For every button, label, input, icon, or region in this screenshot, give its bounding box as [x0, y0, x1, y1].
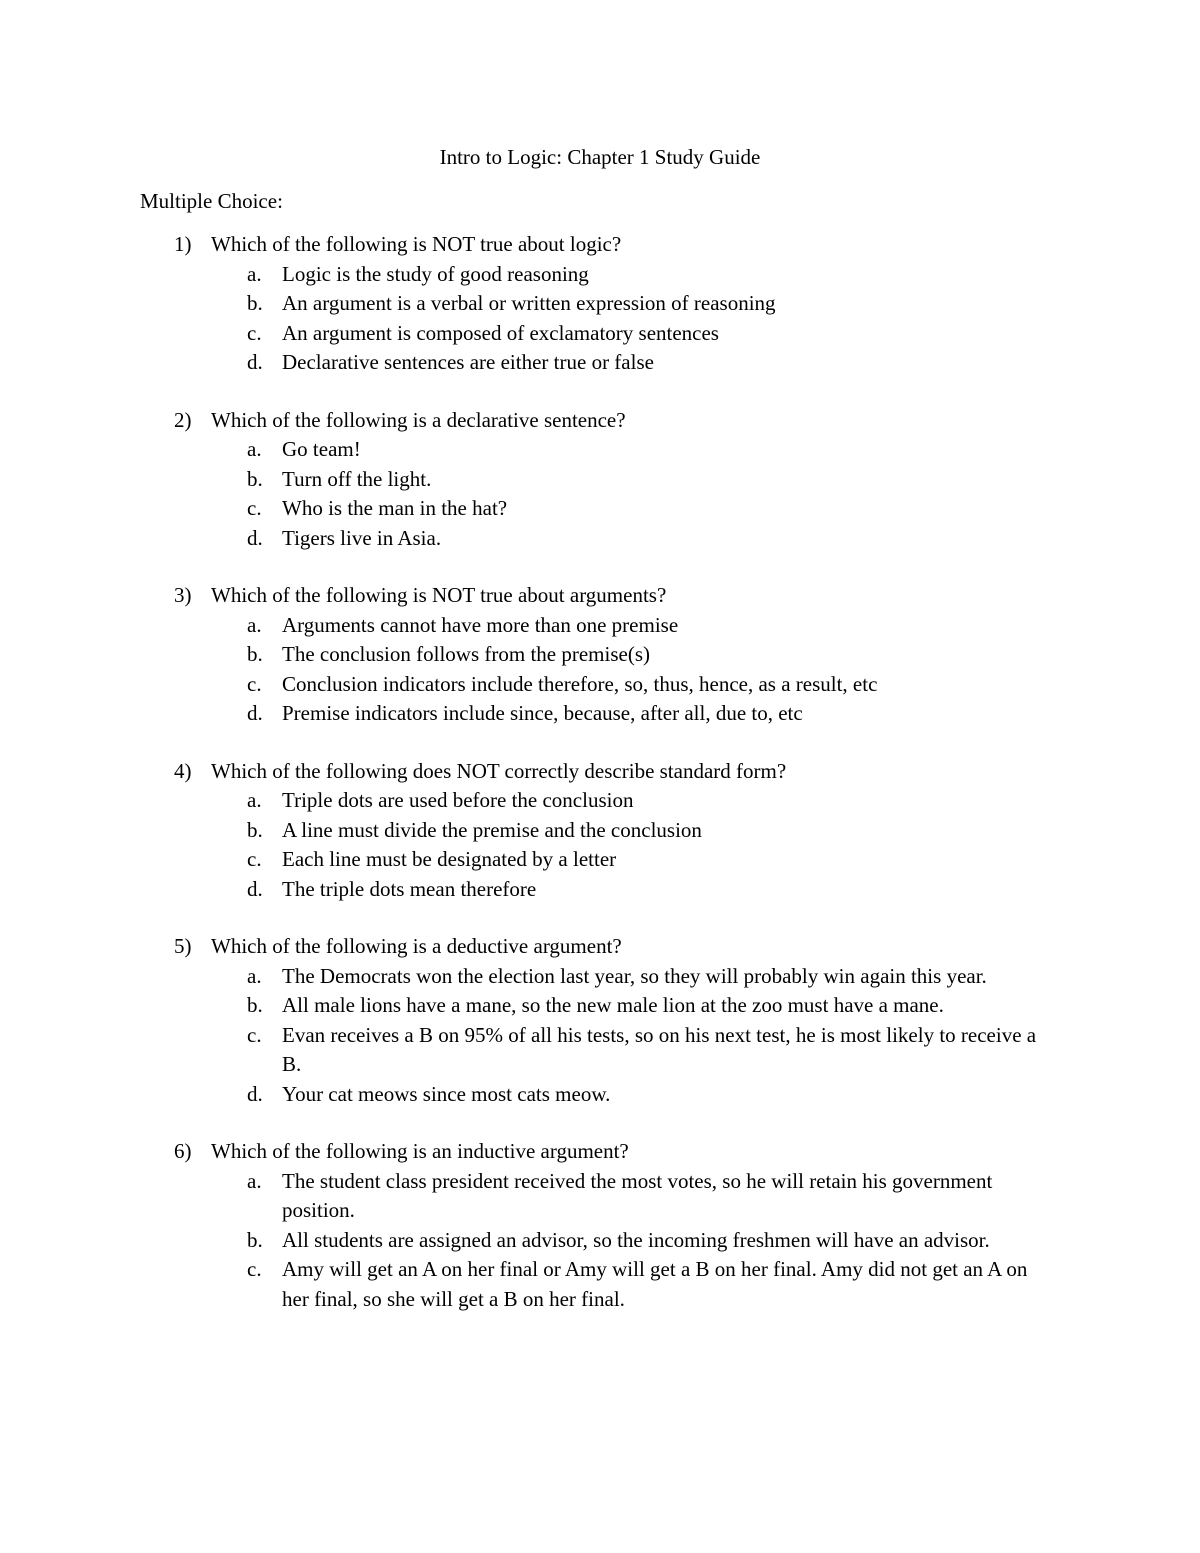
question-6: [0, 1137, 1200, 1314]
option-text: All male lions have a mane, so the new male lion at the zoo must have a mane.: [282, 993, 944, 1017]
option-text: Arguments cannot have more than one premise: [282, 612, 679, 637]
question-number: 4): [174, 758, 192, 783]
option-text: Turn off the light.: [282, 466, 432, 491]
answer-option: [0, 1021, 1200, 1080]
option-text: Each line must be designated by a letter: [282, 847, 617, 871]
option-text: The conclusion follows from the premise(s): [282, 642, 650, 666]
option-letter: b.: [247, 291, 263, 315]
question-5: [0, 932, 1200, 1109]
question-text: Which of the following is an inductive argument?: [211, 1139, 629, 1163]
question-stem: [0, 932, 1200, 962]
answer-option: [0, 465, 1200, 495]
section-heading: Multiple Choice:: [140, 189, 283, 213]
answer-option: [0, 319, 1200, 349]
answer-option: [0, 289, 1200, 319]
answer-option: [0, 816, 1200, 846]
question-number: 1): [174, 232, 192, 256]
option-text: Conclusion indicators include therefore, so, thus, hence, as a result, etc: [282, 671, 878, 696]
answer-option: [0, 699, 1200, 729]
option-letter: a.: [247, 261, 262, 286]
option-text: The student class president received the most votes, so he will retain his government position.: [282, 1168, 993, 1222]
option-letter: a.: [247, 612, 262, 637]
answer-option: [0, 1167, 1200, 1226]
question-stem: [0, 581, 1200, 611]
question-stem: [0, 757, 1200, 787]
option-text: Tigers live in Asia.: [282, 525, 442, 550]
answer-option: [0, 845, 1200, 875]
option-letter: b.: [247, 1227, 263, 1252]
question-text: Which of the following is a declarative sentence?: [211, 407, 626, 432]
question-3: [0, 581, 1200, 729]
question-text: Which of the following does NOT correctly describe standard form?: [211, 758, 787, 783]
question-stem: [0, 230, 1200, 260]
question-stem: [0, 1137, 1200, 1167]
option-text: All students are assigned an advisor, so the incoming freshmen will have an advisor.: [282, 1227, 990, 1252]
option-text: Who is the man in the hat?: [282, 496, 508, 520]
option-text: Premise indicators include since, because, after all, due to, etc: [282, 701, 803, 725]
question-4: [0, 757, 1200, 905]
option-letter: b.: [247, 466, 263, 491]
option-letter: a.: [247, 437, 262, 461]
option-letter: c.: [247, 847, 262, 871]
option-text: An argument is composed of exclamatory sentences: [282, 320, 719, 345]
question-list: [0, 230, 1200, 1342]
option-letter: c.: [247, 1022, 262, 1047]
option-letter: c.: [247, 1257, 262, 1281]
option-text: An argument is a verbal or written expression of reasoning: [282, 291, 776, 315]
option-letter: d.: [247, 701, 263, 725]
option-text: Go team!: [282, 437, 361, 461]
option-text: Logic is the study of good reasoning: [282, 261, 589, 286]
option-text: Declarative sentences are either true or false: [282, 350, 654, 374]
answer-option: [0, 348, 1200, 378]
answer-option: [0, 1255, 1200, 1314]
answer-option: [0, 435, 1200, 465]
answer-option: [0, 494, 1200, 524]
answer-option: [0, 991, 1200, 1021]
option-letter: b.: [247, 993, 263, 1017]
answer-option: [0, 640, 1200, 670]
question-2: [0, 406, 1200, 554]
question-number: 3): [174, 583, 192, 607]
answer-option: [0, 786, 1200, 816]
option-letter: d.: [247, 525, 263, 550]
question-number: 2): [174, 407, 192, 432]
option-letter: c.: [247, 671, 262, 696]
answer-option: [0, 962, 1200, 992]
option-letter: d.: [247, 1081, 263, 1106]
answer-option: [0, 670, 1200, 700]
question-text: Which of the following is NOT true about logic?: [211, 232, 622, 256]
question-number: 6): [174, 1139, 192, 1163]
option-letter: b.: [247, 642, 263, 666]
option-text: The Democrats won the election last year, so they will probably win again this year.: [282, 963, 987, 988]
option-letter: d.: [247, 350, 263, 374]
option-letter: a.: [247, 963, 262, 988]
question-stem: [0, 406, 1200, 436]
question-1: [0, 230, 1200, 378]
option-letter: b.: [247, 817, 263, 842]
question-text: Which of the following is NOT true about arguments?: [211, 583, 667, 607]
option-text: Triple dots are used before the conclusion: [282, 788, 634, 812]
answer-option: [0, 260, 1200, 290]
option-text: Evan receives a B on 95% of all his tests, so on his next test, he is most likely to receive a B.: [282, 1022, 1037, 1076]
option-text: Amy will get an A on her final or Amy will get a B on her final. Amy did not get an A on her final, so she will get a B on her final.: [282, 1257, 1028, 1311]
page-title: Intro to Logic: Chapter 1 Study Guide: [439, 145, 761, 169]
option-letter: c.: [247, 320, 262, 345]
answer-option: [0, 1226, 1200, 1256]
answer-option: [0, 1080, 1200, 1110]
option-letter: c.: [247, 496, 262, 520]
option-text: Your cat meows since most cats meow.: [282, 1081, 611, 1106]
option-letter: a.: [247, 1168, 262, 1193]
option-text: The triple dots mean therefore: [282, 876, 537, 901]
answer-option: [0, 524, 1200, 554]
option-text: A line must divide the premise and the conclusion: [282, 817, 702, 842]
answer-option: [0, 875, 1200, 905]
option-letter: a.: [247, 788, 262, 812]
option-letter: d.: [247, 876, 263, 901]
question-text: Which of the following is a deductive argument?: [211, 934, 622, 958]
answer-option: [0, 611, 1200, 641]
question-number: 5): [174, 934, 192, 958]
